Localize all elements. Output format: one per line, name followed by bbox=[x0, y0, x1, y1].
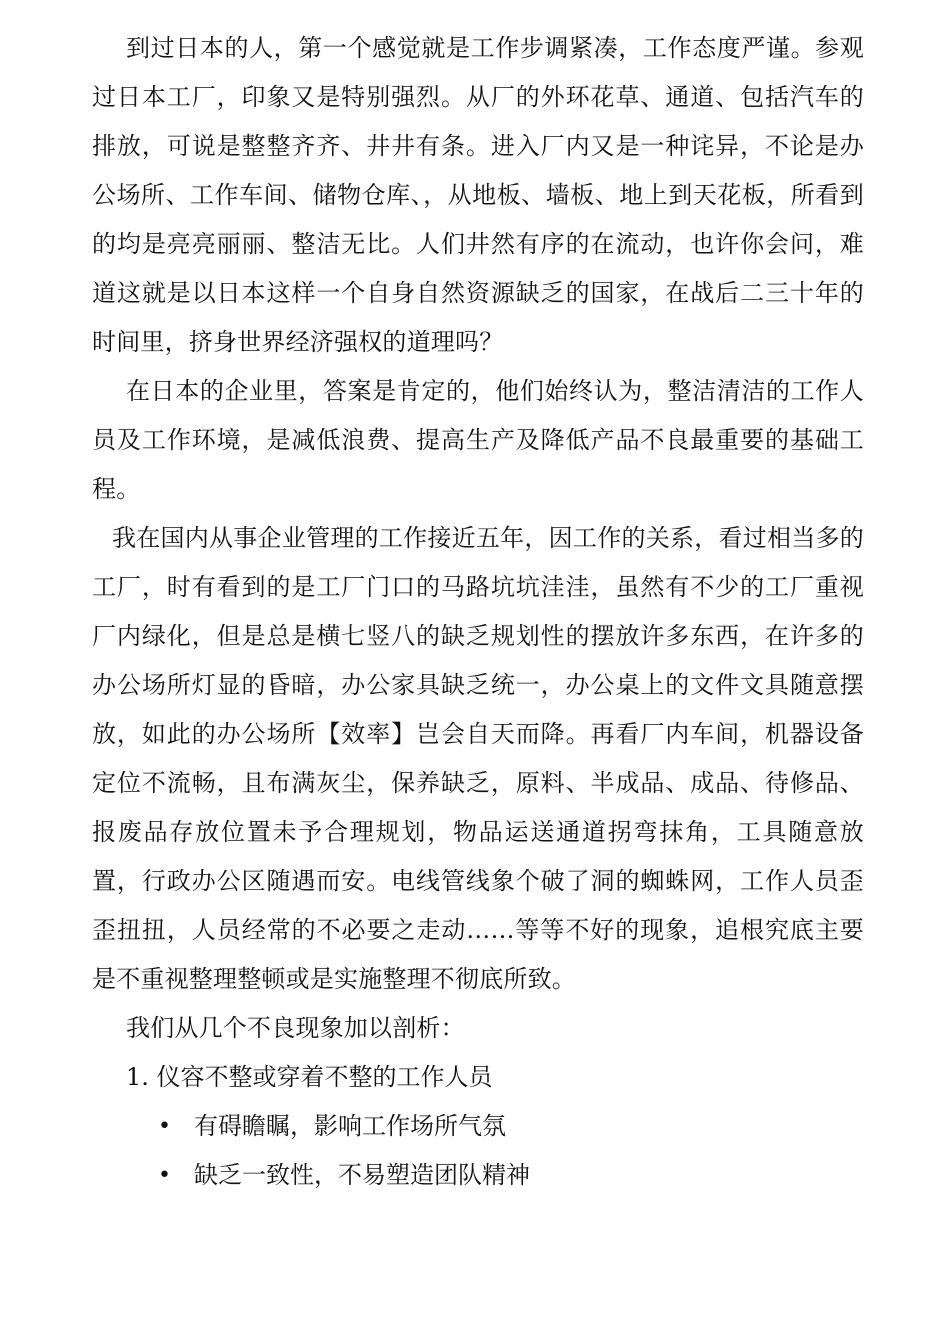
bullet-text: 有碍瞻瞩，影响工作场所气氛 bbox=[194, 1112, 506, 1140]
bullet-icon: • bbox=[158, 1163, 171, 1188]
numbered-list-item bbox=[92, 1053, 864, 1102]
paragraph-intro: 到过日本的人，第一个感觉就是工作步调紧凑，工作态度严谨。参观过日本工厂，印象又是特别强烈。从厂的外环花草、通道、包括汽车的排放，可说是整整齐齐、井井有条。进入厂内又是一种诧异，不论是办公场所、工作车间、储物仓库、，从地板、墙板、地上到天花板，所看到的均是亮亮丽丽、整洁无比。人们井然有序的在流动，也许你会问，难道这就是以日本这样一个自身自然资源缺乏的国家，在战后二三十年的时间里，挤身世界经济强权的道理吗？ bbox=[92, 34, 864, 356]
list-item-title: 仪容不整或穿着不整的工作人员 bbox=[156, 1063, 493, 1091]
bullet-list-item bbox=[92, 1151, 864, 1200]
paragraph-answer: 在日本的企业里，答案是肯定的，他们始终认为，整洁清洁的工作人员及工作环境，是减低浪费、提高生产及降低产品不良最重要的基础工程。 bbox=[92, 377, 864, 503]
document-page bbox=[92, 24, 864, 1200]
bullet-list-item bbox=[92, 1102, 864, 1151]
list-number: 1. bbox=[126, 1063, 149, 1091]
bullet-text: 缺乏一致性，不易塑造团队精神 bbox=[194, 1161, 530, 1189]
bullet-icon: • bbox=[158, 1114, 171, 1139]
paragraph-observation: 我在国内从事企业管理的工作接近五年，因工作的关系，看过相当多的工厂，时有看到的是工厂门口的马路坑坑洼洼，虽然有不少的工厂重视厂内绿化，但是总是横七竖八的缺乏规划性的摆放许多东西，在许多的办公场所灯显的昏暗，办公家具缺乏统一，办公桌上的文件文具随意摆放，如此的办公场所【效率】岂会自天而降。再看厂内车间，机器设备定位不流畅，且布满灰尘，保养缺乏，原料、半成品、成品、待修品、报废品存放位置未予合理规划，物品运送通道拐弯抹角，工具随意放置，行政办公区随遇而安。电线管线象个破了洞的蜘蛛网，工作人员歪歪扭扭，人员经常的不必要之走动……等等不好的现象，追根究底主要是不重视整理整顿或是实施整理不彻底所致。 bbox=[92, 524, 864, 993]
paragraph-analysis-intro: 我们从几个不良现象加以剖析： bbox=[126, 1014, 465, 1042]
